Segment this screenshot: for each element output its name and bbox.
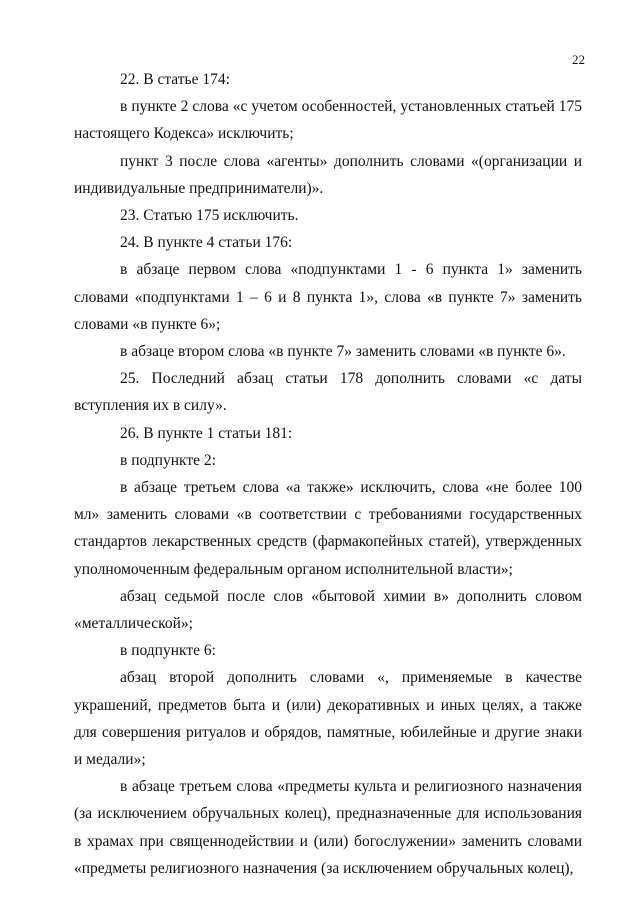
paragraph: абзац второй дополнить словами «, применяемые в качестве украшений, предметов быта и (или) декоративных и иных целях, а также для совершения ритуалов и обрядов, памятные, юбилейные и другие знаки и медали»;: [74, 669, 582, 769]
document-body: [74, 66, 582, 882]
paragraph: 22. В статье 174:: [120, 71, 230, 88]
paragraph: в подпункте 2:: [120, 451, 216, 469]
paragraph: в абзаце третьем слова «предметы культа и религиозного назначения (за исключением обручальных колец), предназначенные для использования в храмах при священнодействии и (или) богослужении» заменить словами «предметы религиозного назначения (за исключением обручальных колец),: [74, 778, 582, 877]
paragraph: абзац седьмой после слов «бытовой химии в» дополнить словом «металлической»;: [74, 587, 582, 633]
paragraph: в абзаце втором слова «в пункте 7» заменить словами «в пункте 6».: [120, 343, 566, 361]
paragraph: в абзаце первом слова «подпунктами 1 - 6 пункта 1» заменить словами «подпунктами 1 – 6 и 8 пункта 1», слова «в пункте 7» заменить словами «в пункте 6»;: [74, 261, 582, 333]
paragraph: в пункте 2 слова «с учетом особенностей, установленных статьей 175 настоящего Кодекса» исключить;: [74, 98, 582, 143]
paragraph: в абзаце третьем слова «а также» исключить, слова «не более 100 мл» заменить словами «в соответствии с требованиями государственных стандартов лекарственных средств (фармакопейных статей), утвержденных уполномоченным федеральным органом исполнительной власти»;: [74, 479, 582, 578]
paragraph: пункт 3 после слова «агенты» дополнить словами «(организации и индивидуальные предприниматели)».: [74, 152, 582, 197]
page-number: 22: [572, 52, 585, 67]
paragraph: в подпункте 6:: [120, 642, 216, 660]
paragraph: 23. Статью 175 исключить.: [120, 207, 299, 225]
paragraph: 25. Последний абзац статьи 178 дополнить словами «с даты вступления их в силу».: [74, 370, 582, 415]
paragraph: 24. В пункте 4 статьи 176:: [120, 234, 293, 252]
paragraph: 26. В пункте 1 статьи 181:: [120, 424, 293, 442]
